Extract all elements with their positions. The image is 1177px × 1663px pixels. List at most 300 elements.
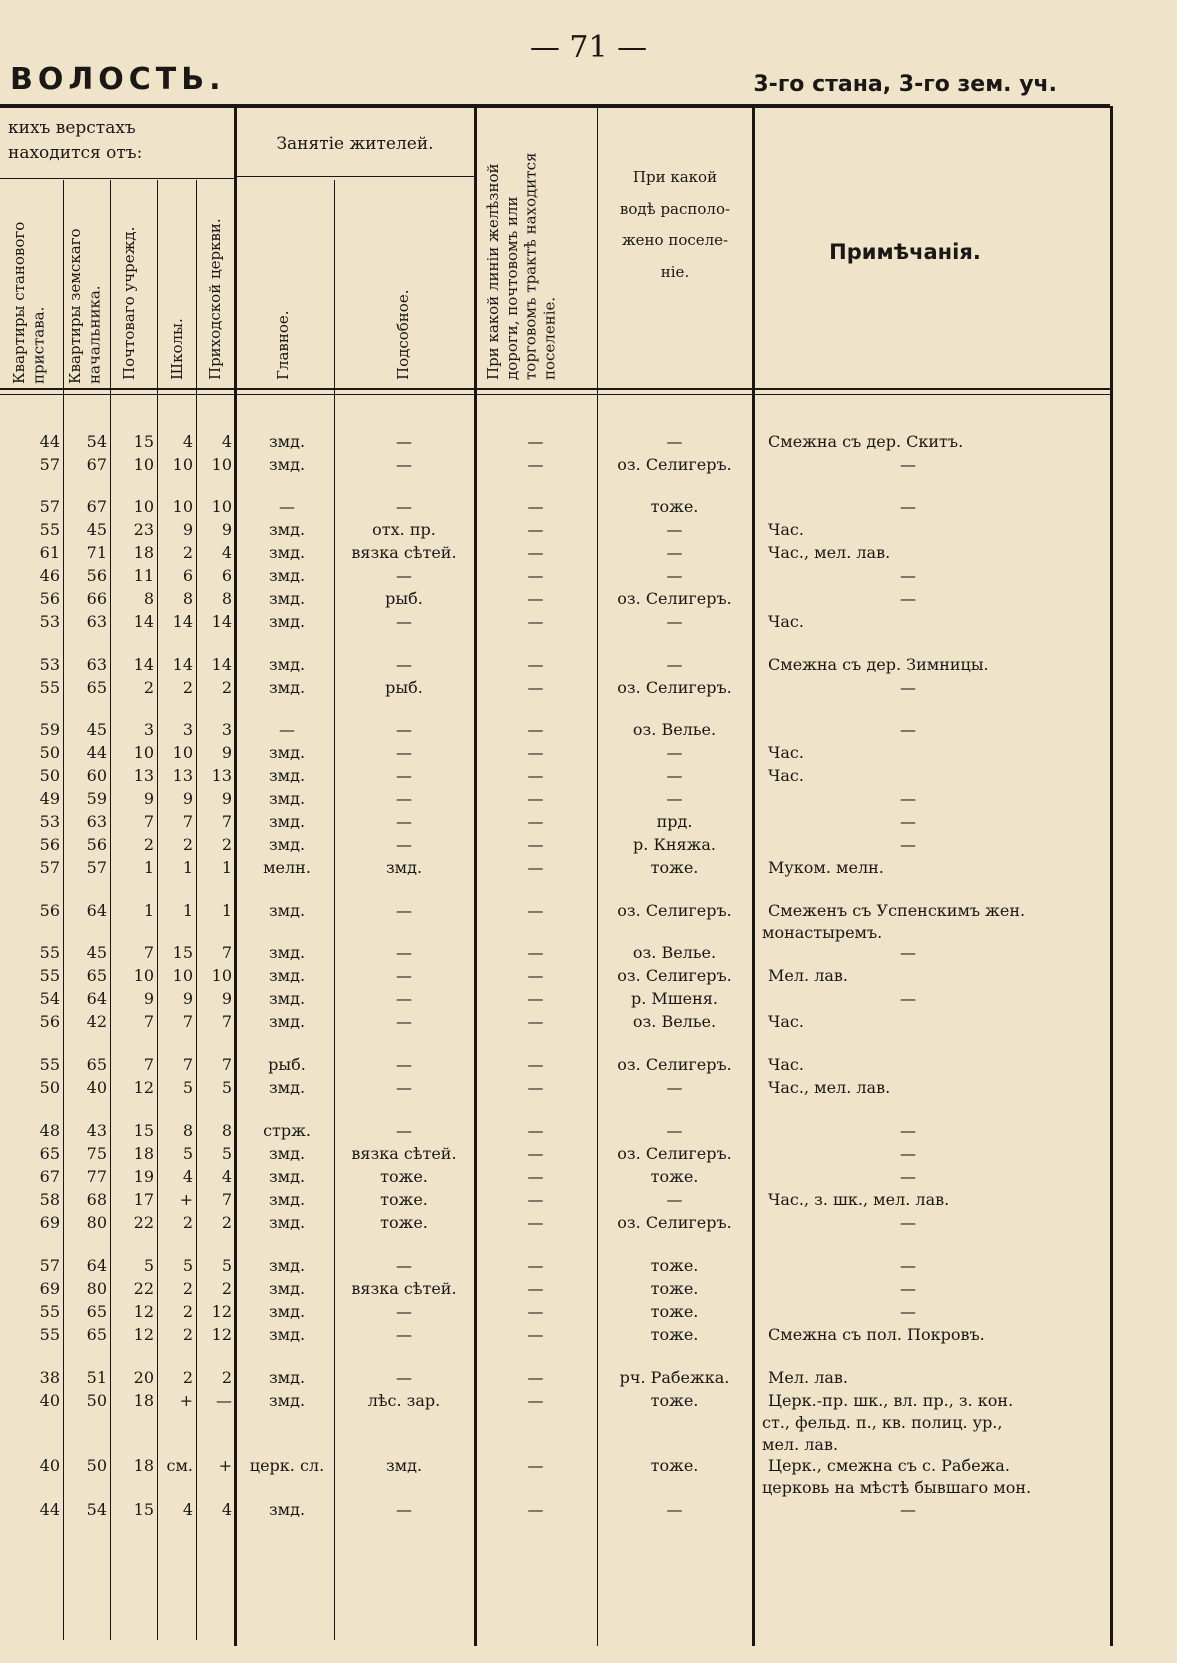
cell-church: 8: [221, 1121, 232, 1140]
cell-water: —: [666, 743, 683, 762]
cell-water: р. Княжа.: [633, 835, 716, 854]
cell-main: змд.: [268, 835, 306, 854]
cell-zemsky: 45: [86, 943, 107, 962]
cell-school: 5: [182, 1144, 193, 1163]
cell-road: —: [527, 1055, 544, 1074]
cell-school: 6: [182, 566, 193, 585]
cell-road: —: [527, 566, 544, 585]
cell-road: —: [527, 835, 544, 854]
cell-school: см.: [166, 1456, 193, 1475]
cell-note-continued: ст., фельд. п., кв. полиц. ур.,: [762, 1413, 1003, 1432]
page-number: — 71 —: [529, 30, 648, 65]
cell-school: +: [179, 1190, 193, 1209]
cell-water: тоже.: [650, 497, 699, 516]
cell-school: 9: [182, 989, 193, 1008]
cell-note: Час.: [768, 520, 804, 539]
cell-aux: —: [396, 432, 412, 451]
cell-school: 2: [182, 1213, 193, 1232]
cell-road: —: [527, 1167, 544, 1186]
cell-stanovoy: 53: [39, 612, 60, 631]
cell-water: оз. Селигеръ.: [617, 1213, 732, 1232]
cell-note: Час.: [768, 1055, 804, 1074]
cell-aux: —: [396, 1256, 412, 1275]
cell-church: 7: [221, 1055, 232, 1074]
cell-main: змд.: [268, 943, 306, 962]
col-header-road: При какой линіи желѣзной дороги, почтовомъ или торговомъ трактѣ находится поселеніе.: [484, 152, 559, 380]
cell-main: змд.: [268, 901, 306, 920]
cell-aux: —: [396, 1368, 412, 1387]
cell-aux: —: [396, 943, 412, 962]
cell-note: Смежна съ дер. Скитъ.: [768, 432, 964, 451]
cell-water: тоже.: [650, 1256, 699, 1275]
cell-stanovoy: 50: [39, 743, 60, 762]
cell-road: —: [527, 655, 544, 674]
cell-church: 7: [221, 812, 232, 831]
cell-post: 2: [143, 835, 154, 854]
cell-post: 10: [133, 455, 154, 474]
cell-zemsky: 56: [86, 566, 107, 585]
cell-road: —: [527, 1144, 544, 1163]
cell-stanovoy: 61: [39, 543, 60, 562]
cell-water: тоже.: [650, 1302, 699, 1321]
cell-post: 1: [143, 858, 154, 877]
cell-zemsky: 67: [86, 497, 107, 516]
cell-church: 14: [211, 655, 232, 674]
cell-note: Час., мел. лав.: [768, 543, 891, 562]
cell-church: 10: [211, 455, 232, 474]
cell-school: 13: [172, 766, 193, 785]
cell-main: змд.: [268, 1279, 306, 1298]
cell-aux: змд.: [385, 1456, 423, 1475]
cell-stanovoy: 48: [39, 1121, 60, 1140]
cell-church: 3: [221, 720, 232, 739]
cell-school: 2: [182, 1325, 193, 1344]
cell-road: —: [527, 678, 544, 697]
cell-school: 4: [182, 1167, 193, 1186]
cell-note: —: [900, 989, 916, 1008]
cell-water: тоже.: [650, 1456, 699, 1475]
cell-aux: —: [396, 966, 412, 985]
cell-aux: лѣс. зар.: [367, 1391, 441, 1410]
cell-note: —: [900, 812, 916, 831]
cell-school: 15: [172, 943, 193, 962]
cell-road: —: [527, 432, 544, 451]
cell-school: 7: [182, 1055, 193, 1074]
cell-stanovoy: 69: [39, 1279, 60, 1298]
cell-note-continued: монастыремъ.: [762, 923, 883, 942]
cell-water: —: [666, 1121, 683, 1140]
cell-stanovoy: 55: [39, 1325, 60, 1344]
cell-road: —: [527, 1279, 544, 1298]
cell-church: 9: [221, 789, 232, 808]
cell-stanovoy: 65: [39, 1144, 60, 1163]
cell-zemsky: 64: [86, 989, 107, 1008]
cell-main: змд.: [268, 1213, 306, 1232]
cell-church: 5: [221, 1256, 232, 1275]
cell-church: 14: [211, 612, 232, 631]
cell-post: 7: [143, 943, 154, 962]
cell-stanovoy: 38: [39, 1368, 60, 1387]
cell-church: +: [218, 1456, 232, 1475]
cell-post: 11: [133, 566, 154, 585]
cell-road: —: [527, 543, 544, 562]
cell-post: 15: [133, 1121, 154, 1140]
cell-main: рыб.: [268, 1055, 306, 1074]
cell-water: оз. Велье.: [632, 720, 717, 739]
cell-stanovoy: 57: [39, 858, 60, 877]
cell-water: оз. Селигеръ.: [617, 901, 732, 920]
cell-church: 2: [221, 678, 232, 697]
cell-post: 12: [133, 1325, 154, 1344]
cell-main: змд.: [268, 678, 306, 697]
cell-stanovoy: 55: [39, 1055, 60, 1074]
cell-road: —: [527, 743, 544, 762]
cell-water: оз. Селигеръ.: [617, 589, 732, 608]
cell-school: 8: [182, 1121, 193, 1140]
cell-main: змд.: [268, 1500, 306, 1519]
cell-school: 10: [172, 455, 193, 474]
cell-post: 18: [133, 543, 154, 562]
cell-school: 7: [182, 812, 193, 831]
cell-aux: змд.: [385, 858, 423, 877]
cell-water: —: [666, 1190, 683, 1209]
cell-main: змд.: [268, 1391, 306, 1410]
col-line: [234, 106, 237, 1646]
cell-aux: тоже.: [380, 1190, 428, 1209]
cell-water: —: [666, 1078, 683, 1097]
cell-zemsky: 63: [86, 612, 107, 631]
cell-school: 10: [172, 966, 193, 985]
cell-post: 19: [133, 1167, 154, 1186]
cell-note: —: [900, 835, 916, 854]
cell-church: 2: [221, 1279, 232, 1298]
cell-zemsky: 65: [86, 1055, 107, 1074]
cell-zemsky: 65: [86, 1325, 107, 1344]
cell-note: —: [900, 566, 916, 585]
cell-stanovoy: 67: [39, 1167, 60, 1186]
cell-aux: —: [396, 766, 412, 785]
cell-water: тоже.: [650, 858, 699, 877]
cell-note: Час., з. шк., мел. лав.: [768, 1190, 950, 1209]
cell-stanovoy: 55: [39, 1302, 60, 1321]
header-right: 3-го стана, 3-го зем. уч.: [753, 72, 1057, 97]
cell-post: 13: [133, 766, 154, 785]
cell-stanovoy: 44: [39, 1500, 60, 1519]
cell-aux: —: [396, 1012, 412, 1031]
cell-church: 10: [211, 497, 232, 516]
cell-stanovoy: 44: [39, 432, 60, 451]
cell-zemsky: 64: [86, 1256, 107, 1275]
cell-note: —: [900, 789, 916, 808]
cell-church: 1: [221, 858, 232, 877]
cell-road: —: [527, 1391, 544, 1410]
cell-stanovoy: 58: [39, 1190, 60, 1209]
cell-stanovoy: 40: [39, 1456, 60, 1475]
cell-church: 1: [221, 901, 232, 920]
cell-main: змд.: [268, 1325, 306, 1344]
cell-note: —: [900, 1121, 916, 1140]
cell-stanovoy: 55: [39, 678, 60, 697]
col-header-church: Приходской церкви.: [206, 218, 224, 380]
cell-stanovoy: 57: [39, 497, 60, 516]
cell-road: —: [527, 612, 544, 631]
cell-post: 18: [133, 1456, 154, 1475]
cell-water: тоже.: [650, 1391, 699, 1410]
cell-aux: тоже.: [380, 1213, 428, 1232]
cell-church: 7: [221, 943, 232, 962]
cell-zemsky: 64: [86, 901, 107, 920]
cell-stanovoy: 53: [39, 655, 60, 674]
cell-note: Смежна съ дер. Зимницы.: [768, 655, 989, 674]
cell-main: змд.: [268, 812, 306, 831]
cell-aux: —: [396, 455, 412, 474]
cell-zemsky: 57: [86, 858, 107, 877]
cell-post: 3: [143, 720, 154, 739]
cell-aux: вязка сѣтей.: [351, 1279, 457, 1298]
cell-post: 15: [133, 432, 154, 451]
top-rule-thick: [0, 104, 1110, 108]
cell-main: змд.: [268, 1368, 306, 1387]
cell-post: 10: [133, 966, 154, 985]
cell-school: 1: [182, 901, 193, 920]
cell-aux: —: [396, 566, 412, 585]
cell-school: 2: [182, 1302, 193, 1321]
cell-water: оз. Селигеръ.: [617, 678, 732, 697]
cell-road: —: [527, 1256, 544, 1275]
header-left: ВОЛОСТЬ.: [10, 62, 226, 97]
cell-road: —: [527, 858, 544, 877]
cell-school: 2: [182, 835, 193, 854]
cell-school: 3: [182, 720, 193, 739]
cell-water: —: [666, 612, 683, 631]
cell-school: 7: [182, 1012, 193, 1031]
cell-school: 8: [182, 589, 193, 608]
cell-post: 8: [143, 589, 154, 608]
cell-school: 14: [172, 612, 193, 631]
cell-water: —: [666, 566, 683, 585]
cell-road: —: [527, 520, 544, 539]
cell-main: змд.: [268, 543, 306, 562]
cell-aux: —: [396, 1325, 412, 1344]
cell-school: 4: [182, 432, 193, 451]
cell-main: змд.: [268, 589, 306, 608]
cell-church: 12: [211, 1302, 232, 1321]
cell-note: —: [900, 1144, 916, 1163]
cell-note: —: [900, 1500, 916, 1519]
cell-zemsky: 59: [86, 789, 107, 808]
cell-post: 14: [133, 612, 154, 631]
cell-stanovoy: 56: [39, 589, 60, 608]
cell-church: 2: [221, 1213, 232, 1232]
cell-stanovoy: 55: [39, 520, 60, 539]
cell-post: 2: [143, 678, 154, 697]
cell-water: тоже.: [650, 1167, 699, 1186]
cell-main: стрж.: [263, 1121, 311, 1140]
cell-school: 9: [182, 520, 193, 539]
cell-water: —: [666, 789, 683, 808]
cell-road: —: [527, 1500, 544, 1519]
cell-note: —: [900, 455, 916, 474]
cell-note-continued: мел. лав.: [762, 1435, 839, 1454]
cell-main: змд.: [268, 743, 306, 762]
cell-note: Смежна съ пол. Покровъ.: [768, 1325, 985, 1344]
cell-main: змд.: [268, 1078, 306, 1097]
cell-post: 17: [133, 1190, 154, 1209]
cell-main: змд.: [268, 655, 306, 674]
cell-water: —: [666, 766, 683, 785]
cell-main: змд.: [268, 989, 306, 1008]
cell-school: 2: [182, 543, 193, 562]
cell-note: Час.: [768, 743, 804, 762]
cell-main: змд.: [268, 1144, 306, 1163]
cell-road: —: [527, 720, 544, 739]
cell-note: —: [900, 1256, 916, 1275]
cell-aux: —: [396, 789, 412, 808]
cell-zemsky: 50: [86, 1391, 107, 1410]
cell-post: 10: [133, 743, 154, 762]
cell-main: змд.: [268, 1012, 306, 1031]
cell-note: —: [900, 1213, 916, 1232]
cell-water: тоже.: [650, 1279, 699, 1298]
cell-zemsky: 43: [86, 1121, 107, 1140]
cell-school: 5: [182, 1256, 193, 1275]
cell-aux: рыб.: [385, 678, 423, 697]
cell-main: змд.: [268, 432, 306, 451]
cell-main: змд.: [268, 520, 306, 539]
col-header-aux: Подсобное.: [394, 289, 412, 380]
cell-zemsky: 65: [86, 678, 107, 697]
cell-main: змд.: [268, 1302, 306, 1321]
cell-water: оз. Селигеръ.: [617, 966, 732, 985]
col-header-school: Школы.: [168, 318, 186, 380]
cell-stanovoy: 57: [39, 455, 60, 474]
cell-aux: —: [396, 812, 412, 831]
cell-post: 22: [133, 1279, 154, 1298]
cell-church: 2: [221, 835, 232, 854]
cell-post: 23: [133, 520, 154, 539]
cell-water: —: [666, 655, 683, 674]
cell-stanovoy: 46: [39, 566, 60, 585]
cell-aux: —: [396, 901, 412, 920]
cell-note: Муком. мелн.: [768, 858, 884, 877]
cell-post: 1: [143, 901, 154, 920]
cell-note: Час.: [768, 766, 804, 785]
cell-school: 2: [182, 1279, 193, 1298]
cell-zemsky: 80: [86, 1213, 107, 1232]
group1-header: кихъ верстахъ находится отъ:: [8, 118, 143, 163]
cell-school: 2: [182, 1368, 193, 1387]
cell-note: Церк.-пр. шк., вл. пр., з. кон.: [768, 1391, 1014, 1410]
cell-aux: вязка сѣтей.: [351, 1144, 457, 1163]
cell-stanovoy: 59: [39, 720, 60, 739]
cell-church: 5: [221, 1078, 232, 1097]
cell-aux: —: [396, 835, 412, 854]
cell-school: 4: [182, 1500, 193, 1519]
cell-water: —: [666, 543, 683, 562]
cell-aux: —: [396, 612, 412, 631]
cell-road: —: [527, 1368, 544, 1387]
group1-underline: [0, 178, 234, 179]
cell-road: —: [527, 989, 544, 1008]
cell-road: —: [527, 1190, 544, 1209]
cell-post: 12: [133, 1302, 154, 1321]
cell-stanovoy: 69: [39, 1213, 60, 1232]
cell-post: 18: [133, 1144, 154, 1163]
col-header-post: Почтоваго учрежд.: [120, 226, 138, 380]
cell-church: 9: [221, 743, 232, 762]
cell-church: 9: [221, 989, 232, 1008]
cell-church: 2: [221, 1368, 232, 1387]
cell-stanovoy: 50: [39, 766, 60, 785]
cell-main: змд.: [268, 1256, 306, 1275]
cell-main: змд.: [268, 966, 306, 985]
cell-road: —: [527, 966, 544, 985]
cell-main: змд.: [268, 789, 306, 808]
cell-water: оз. Селигеръ.: [617, 455, 732, 474]
cell-aux: —: [396, 1302, 412, 1321]
col-header-stanovoy: Квартиры станового пристава.: [10, 221, 48, 384]
cell-post: 15: [133, 1500, 154, 1519]
cell-stanovoy: 56: [39, 1012, 60, 1031]
cell-road: —: [527, 455, 544, 474]
cell-note: —: [900, 1279, 916, 1298]
group2-underline: [234, 176, 474, 177]
cell-zemsky: 66: [86, 589, 107, 608]
cell-zemsky: 71: [86, 543, 107, 562]
cell-note: Час.: [768, 1012, 804, 1031]
cell-church: —: [216, 1391, 232, 1410]
cell-aux: —: [396, 989, 412, 1008]
cell-note: —: [900, 497, 916, 516]
cell-stanovoy: 56: [39, 901, 60, 920]
cell-stanovoy: 55: [39, 966, 60, 985]
cell-zemsky: 56: [86, 835, 107, 854]
cell-stanovoy: 50: [39, 1078, 60, 1097]
cell-zemsky: 68: [86, 1190, 107, 1209]
cell-aux: —: [396, 720, 412, 739]
cell-church: 4: [221, 1167, 232, 1186]
cell-post: 10: [133, 497, 154, 516]
cell-zemsky: 60: [86, 766, 107, 785]
col-line: [752, 106, 755, 1646]
cell-church: 7: [221, 1190, 232, 1209]
cell-note: —: [900, 720, 916, 739]
right-border: [1110, 106, 1113, 1646]
group2-header: Занятіе жителей.: [276, 134, 434, 154]
cell-aux: отх. пр.: [372, 520, 436, 539]
cell-school: 10: [172, 497, 193, 516]
cell-road: —: [527, 1213, 544, 1232]
cell-school: 1: [182, 858, 193, 877]
cell-road: —: [527, 812, 544, 831]
cell-school: 14: [172, 655, 193, 674]
cell-post: 20: [133, 1368, 154, 1387]
cell-zemsky: 63: [86, 655, 107, 674]
cell-road: —: [527, 901, 544, 920]
cell-main: —: [279, 497, 295, 516]
cell-main: змд.: [268, 1190, 306, 1209]
cell-zemsky: 75: [86, 1144, 107, 1163]
cell-post: 9: [143, 989, 154, 1008]
cell-stanovoy: 56: [39, 835, 60, 854]
cell-water: оз. Селигеръ.: [617, 1144, 732, 1163]
cell-zemsky: 45: [86, 720, 107, 739]
cell-zemsky: 40: [86, 1078, 107, 1097]
cell-stanovoy: 57: [39, 1256, 60, 1275]
cell-stanovoy: 55: [39, 943, 60, 962]
cell-school: 2: [182, 678, 193, 697]
cell-road: —: [527, 1121, 544, 1140]
